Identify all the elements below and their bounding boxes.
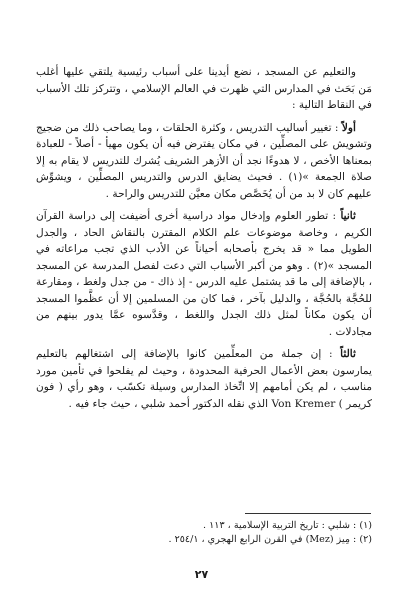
footnote-divider bbox=[245, 513, 371, 514]
first-heading: أولاً bbox=[341, 121, 356, 134]
third-text: : إن جملة من المعلِّمين كانوا بالإضافة إلى اشتغالهم بالتعليم يمارسون بعض الأعمال الحرفية المحدودة ، وحيث لم يفلحوا في تأمين مورد مناسب ، لم يكن أمامهم إلا اتِّخاذ المدارس وسيلة تكسّب ، وهو رأي ( فون كريمر ) Von Kremer الذي نقله الدكتور أحمد شلبي ، حيث جاء فيه . bbox=[36, 348, 372, 410]
paragraph-third bbox=[36, 346, 372, 412]
third-heading: ثالثاً bbox=[340, 348, 356, 360]
paragraph-second bbox=[36, 208, 372, 340]
first-text: : تغيير أساليب التدريس ، وكثرة الحلقات ، وما يصاحب ذلك من ضجيج وتشويش على المصلِّين ، في مكان يفترض فيه أن يكون مهيأ - أصلاً - للعبادة بمعناها الأخص ، لا هدوءًا نجد أن الأزهر الشريف يُشرك للتدريس لا يقام به إلا صلاة الجمعة »(١) . فحيث يضايق الدرس والتدريس المصلِّين ، ويشوِّش عليهم كان لا بد من أن يُخَصَّص مكان معيَّن للتدريس والراحة . bbox=[36, 121, 373, 200]
second-text: : تطور العلوم وإدخال مواد دراسية أخرى أضيفت إلى دراسة القرآن الكريم ، وخاصة موضوعات علم الكلام المقترن بالنقاش الحاد ، والجدل الطويل مما « قد يخرج بأصحابه أحياناً عن الأدب الذي تجب مراعاته في المسجد »(٢) . وهو من أكبر الأسباب التي دعت لفصل المدرسة عن المسجد ، بالإضافة إلى ما قد يشتمل عليه الدرس - إذ ذاك - من جدل ولغط ، ومقارعة للحُجَّة بالحُجَّة ، والدليل بآخر ، فما كان من المسلمين إلا أن عظَّموا المسجد أن يكون مكاناً لمثل ذلك الجدل واللغط ، وقدَّسوه عمَّا يدور بينهم من مجادلات . bbox=[36, 210, 372, 338]
page-number: ٢٧ bbox=[194, 568, 209, 581]
intro-paragraph: والتعليم عن المسجد ، نضع أيدينا على أسباب رئيسية يلتقي عليها أغلب مَن بَحَث في المدارس التي ظهرت في العالم الإسلامي ، وتتركز تلك الأسباب في النقاط التالية : bbox=[36, 66, 372, 111]
paragraph-first bbox=[36, 120, 372, 203]
footnote-2: (٢) : مِيز (Mez) في القرن الرابع الهجري ، ٢٥٤/١ . bbox=[168, 534, 372, 545]
footnotes bbox=[36, 519, 372, 547]
main-text bbox=[36, 64, 372, 418]
second-heading: ثانياً bbox=[340, 210, 356, 222]
footnote-1: (١) : شلبي : تاريخ التربية الإسلامية ، ١١٣ . bbox=[203, 520, 372, 531]
